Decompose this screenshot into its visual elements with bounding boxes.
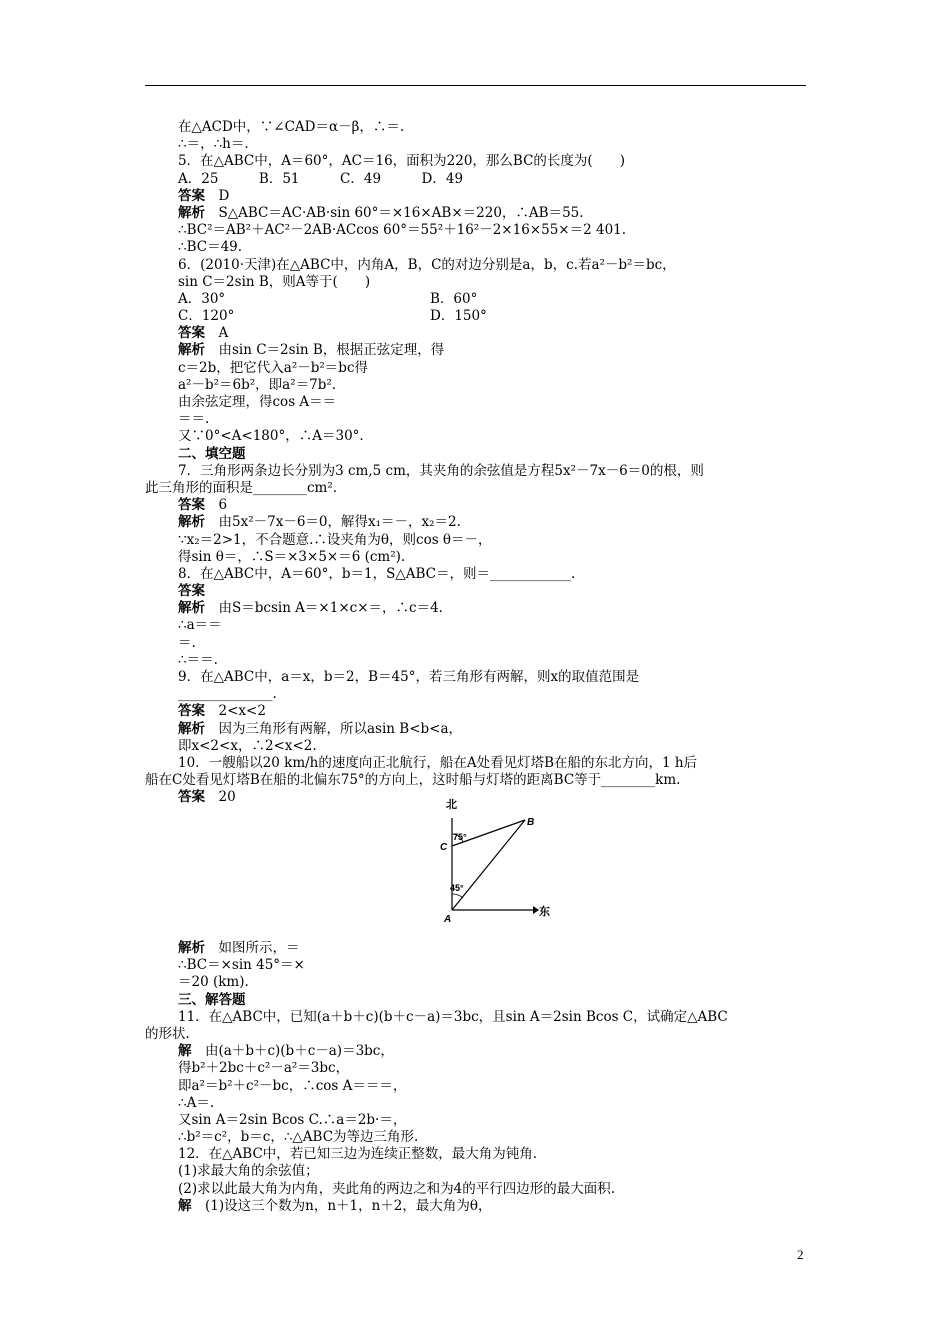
page-body-lower bbox=[145, 940, 807, 1215]
text-line: 在△ACD中，∵∠CAD＝α－β，∴＝. bbox=[178, 119, 405, 135]
text-line: (1)求最大角的余弦值； bbox=[178, 1163, 319, 1180]
page-body bbox=[145, 119, 807, 807]
text-line: ∴BC＝49. bbox=[178, 239, 243, 256]
question-6: 6．(2010·天津)在△ABC中，内角A，B，C的对边分别是a，b，c.若a²－b²＝bc， bbox=[178, 256, 676, 273]
question-8: 8．在△ABC中，A＝60°，b＝1，S△ABC＝，则＝____________. bbox=[178, 565, 576, 582]
question-11: 11．在△ABC中，已知(a＋b＋c)(b＋c－a)＝3bc，且sin A＝2sin Bcos C，试确定△ABC bbox=[178, 1008, 728, 1025]
text-line: ＝＝. bbox=[178, 411, 210, 428]
header-rule bbox=[145, 85, 806, 86]
navigation-diagram bbox=[435, 796, 555, 926]
text-line: 得b²＋2bc＋c²－a²＝3bc， bbox=[178, 1060, 350, 1077]
section-heading-solve: 三、解答题 bbox=[178, 991, 246, 1008]
east-label: 东 bbox=[539, 905, 550, 918]
text-line: 此三角形的面积是________cm². bbox=[145, 479, 338, 496]
answer-value: 2<x<2 bbox=[218, 703, 266, 720]
analysis-label: 解析 bbox=[178, 342, 205, 359]
solution-line bbox=[145, 1043, 807, 1060]
answer-value: D bbox=[218, 187, 230, 204]
text-line: 又∵0°<A<180°，∴A＝30°. bbox=[178, 428, 364, 445]
text-line: 又sin A＝2sin Bcos C.∴a＝2b·＝， bbox=[178, 1111, 407, 1128]
analysis-text: S△ABC＝AC·AB·sin 60°＝×16×AB×＝220，∴AB＝55. bbox=[218, 204, 584, 221]
analysis-text: 因为三角形有两解，所以asin B<b<a， bbox=[218, 720, 463, 737]
text-line: ∵x₂＝2>1，不合题意.∴设夹角为θ，则cos θ＝－， bbox=[178, 531, 492, 548]
text-line: ＝20 (km). bbox=[178, 974, 249, 991]
solution-label: 解 bbox=[178, 1043, 192, 1060]
analysis-label: 解析 bbox=[178, 720, 205, 737]
analysis-line bbox=[145, 721, 807, 738]
answer-value: 20 bbox=[218, 789, 236, 806]
question-7: 7．三角形两条边长分别为3 cm,5 cm，其夹角的余弦值是方程5x²－7x－6＝0的根，则 bbox=[178, 462, 704, 479]
text-line: 的形状. bbox=[145, 1025, 190, 1042]
point-a-label: A bbox=[444, 914, 452, 925]
answer-label: 答案 bbox=[178, 325, 205, 342]
question-10: 10．一艘船以20 km/h的速度向正北航行，船在A处看见灯塔B在船的东北方向，1 h后 bbox=[178, 754, 698, 771]
point-b-label: B bbox=[527, 817, 535, 828]
angle-45-label: 45° bbox=[450, 883, 464, 893]
text-line: ∴b²＝c²，b＝c，∴△ABC为等边三角形. bbox=[178, 1129, 419, 1146]
option-c: C．120° bbox=[178, 308, 235, 325]
analysis-text: 由S＝bcsin A＝×1×c×＝，∴c＝4. bbox=[218, 600, 443, 617]
text-line: ∴a＝＝ bbox=[178, 617, 222, 634]
page-number: 2 bbox=[797, 1247, 804, 1262]
text-line: ∴A＝. bbox=[178, 1094, 215, 1111]
analysis-label: 解析 bbox=[178, 940, 205, 956]
answer-value: A bbox=[218, 325, 229, 342]
answer-line bbox=[145, 497, 807, 514]
answer-value: 6 bbox=[218, 497, 228, 514]
option-d: D．150° bbox=[430, 308, 487, 325]
option-b: B．60° bbox=[430, 290, 478, 307]
text-line: 即x<2<x，∴2<x<2. bbox=[178, 737, 317, 754]
analysis-text: 由5x²－7x－6＝0，解得x₁＝－，x₂＝2. bbox=[218, 514, 461, 531]
analysis-line bbox=[145, 940, 807, 957]
text-line: ∴BC²＝AB²＋AC²－2AB·ACcos 60°＝55²＋16²－2×16×55×＝2 401. bbox=[178, 222, 627, 239]
text-line: 得sin θ＝，∴S＝×3×5×＝6 (cm²). bbox=[178, 548, 406, 565]
analysis-text: 如图所示，＝ bbox=[218, 940, 300, 956]
question-9: 9．在△ABC中，a＝x，b＝2，B＝45°，若三角形有两解，则x的取值范围是 bbox=[178, 669, 640, 685]
analysis-label: 解析 bbox=[178, 514, 205, 531]
text-line: ∴＝＝. bbox=[178, 651, 218, 668]
analysis-label: 解析 bbox=[178, 204, 205, 221]
text-line: (2)求以此最大角为内角，夹此角的两边之和为4的平行四边形的最大面积. bbox=[178, 1180, 616, 1197]
text-line: ∴＝，∴h＝. bbox=[178, 136, 249, 153]
text-line: ______________. bbox=[178, 686, 277, 703]
text-line: ＝. bbox=[178, 634, 196, 651]
solution-text: 由(a＋b＋c)(b＋c－a)＝3bc， bbox=[205, 1043, 394, 1060]
text-line: 船在C处看见灯塔B在船的北偏东75°的方向上，这时船与灯塔的距离BC等于________km. bbox=[145, 772, 681, 789]
answer-line bbox=[145, 188, 807, 205]
answer-label: 答案 bbox=[178, 187, 205, 204]
text-line: 即a²＝b²＋c²－bc，∴cos A＝＝＝， bbox=[178, 1077, 407, 1094]
analysis-text: 由sin C＝2sin B，根据正弦定理，得 bbox=[218, 342, 445, 359]
solution-text: (1)设这三个数为n，n＋1，n＋2，最大角为θ， bbox=[205, 1197, 492, 1214]
text-line: sin C＝2sin B，则A等于( ) bbox=[178, 273, 371, 290]
option-a: A．30° bbox=[178, 290, 226, 307]
answer-line bbox=[145, 583, 807, 600]
question-5: 5．在△ABC中，A＝60°，AC＝16，面积为220，那么BC的长度为( ) bbox=[178, 153, 625, 170]
analysis-line bbox=[145, 205, 807, 222]
text-line: ∴BC＝×sin 45°＝× bbox=[178, 957, 305, 974]
question-6-options-row2 bbox=[145, 308, 807, 325]
angle-75-label: 75° bbox=[453, 832, 467, 842]
answer-label: 答案 bbox=[178, 703, 205, 720]
question-6-options-row1 bbox=[145, 291, 807, 308]
answer-line bbox=[145, 325, 807, 342]
analysis-line bbox=[145, 342, 807, 359]
analysis-line bbox=[145, 514, 807, 531]
north-label: 北 bbox=[446, 798, 457, 811]
question-5-options: A．25 B．51 C．49 D．49 bbox=[178, 170, 464, 187]
solution-line bbox=[145, 1198, 807, 1215]
text-line: 由余弦定理，得cos A＝＝ bbox=[178, 394, 337, 410]
solution-label: 解 bbox=[178, 1197, 192, 1214]
answer-label: 答案 bbox=[178, 497, 205, 514]
answer-label: 答案 bbox=[178, 789, 205, 806]
text-line: a²－b²＝6b²，即a²＝7b². bbox=[178, 376, 337, 393]
point-c-label: C bbox=[440, 842, 448, 853]
section-heading-fill-in: 二、填空题 bbox=[178, 445, 246, 462]
analysis-label: 解析 bbox=[178, 600, 205, 617]
angle-arc-a bbox=[452, 894, 463, 898]
answer-label: 答案 bbox=[178, 583, 205, 600]
text-line: c＝2b，把它代入a²－b²＝bc得 bbox=[178, 359, 369, 376]
analysis-line bbox=[145, 600, 807, 617]
question-12: 12．在△ABC中，若已知三边为连续正整数，最大角为钝角. bbox=[178, 1146, 538, 1163]
answer-line bbox=[145, 703, 807, 720]
